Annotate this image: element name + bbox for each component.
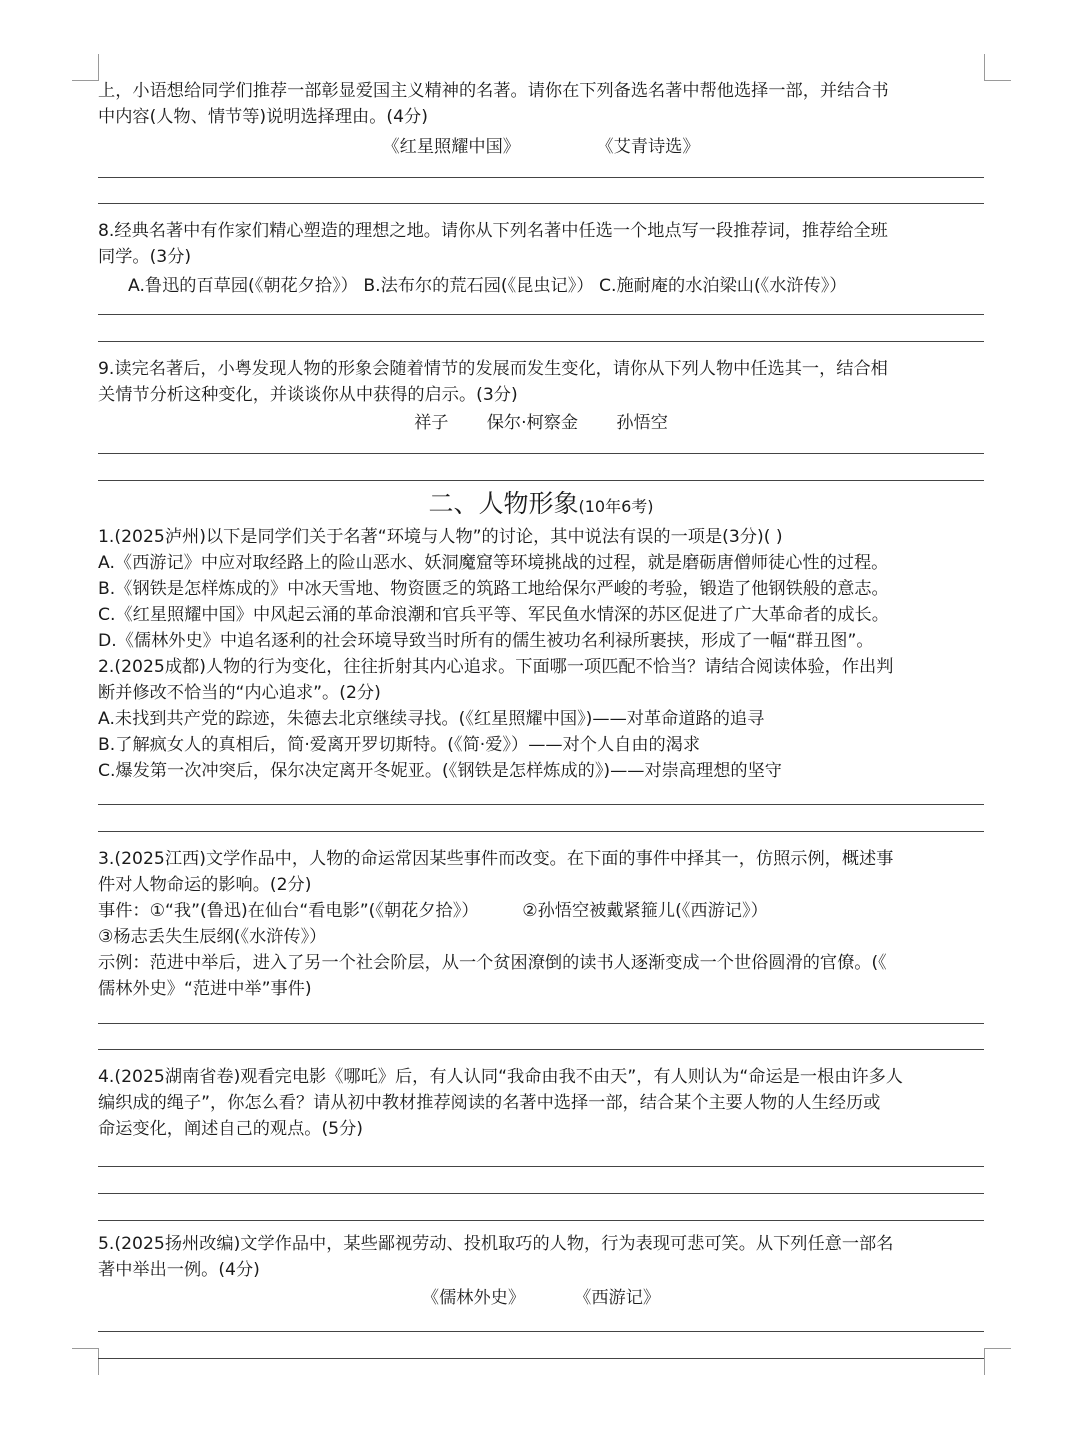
choice-a: A.未找到共产党的踪迹，朱德去北京继续寻找。(《红星照耀中国》)——对革命道路的追寻 [98, 709, 765, 729]
worksheet-page [98, 78, 984, 1359]
answer-line[interactable] [98, 1331, 984, 1332]
question-text: 2.(2025成都)人物的行为变化，往往折射其内心追求。下面哪一项匹配不恰当？请结合阅读体验，作出判 [98, 657, 894, 677]
section-title [98, 487, 984, 524]
book-options: 《红星照耀中国》 《艾青诗选》 [382, 137, 700, 157]
question-text: 3.(2025江西)文学作品中，人物的命运常因某些事件而改变。在下面的事件中择其一，仿照示例，概述事 [98, 849, 894, 869]
question-7 [98, 78, 984, 160]
crop-mark-bottom-left [72, 1348, 99, 1375]
choice-a: A.《西游记》中应对取经路上的险山恶水、妖洞魔窟等环境挑战的过程，就是磨砺唐僧师徒心性的过程。 [98, 553, 889, 573]
question-text: 关情节分析这种变化，并谈谈你从中获得的启示。(3分) [98, 385, 518, 405]
crop-mark-top-left [72, 54, 99, 81]
answer-line[interactable] [98, 804, 984, 805]
choice-b: B.了解疯女人的真相后，简·爱离开罗切斯特。(《简·爱》）——对个人自由的渴求 [98, 735, 701, 755]
answer-line[interactable] [98, 314, 984, 315]
question-text: 编织成的绳子”，你怎么看？请从初中教材推荐阅读的名著中选择一部，结合某个主要人物的人生经历或 [98, 1093, 881, 1113]
section2-question-5 [98, 1231, 984, 1311]
question-text: 件对人物命运的影响。(2分) [98, 875, 312, 895]
book-options: 《儒林外史》 《西游记》 [421, 1288, 661, 1308]
crop-mark-top-right [984, 54, 1011, 81]
example-text: 儒林外史》“范进中举”事件) [98, 979, 312, 999]
answer-line[interactable] [98, 1220, 984, 1221]
event-options: ③杨志丢失生辰纲(《水浒传》） [98, 927, 327, 947]
question-text: 著中举出一例。(4分) [98, 1260, 260, 1280]
answer-line[interactable] [98, 1166, 984, 1167]
choice-d: D.《儒林外史》中追名逐利的社会环境导致当时所有的儒生被功名利禄所裹挟，形成了一幅“群丑图”。 [98, 631, 874, 651]
question-9 [98, 356, 984, 436]
answer-line[interactable] [98, 341, 984, 342]
question-text: 同学。(3分) [98, 247, 192, 267]
section2-question-4 [98, 1064, 984, 1142]
answer-line[interactable] [98, 1023, 984, 1024]
answer-line[interactable] [98, 480, 984, 481]
section2-question-3 [98, 846, 984, 1002]
place-options: A.鲁迅的百草园(《朝花夕拾》） B.法布尔的荒石园(《昆虫记》） C.施耐庵的水泊梁山(《水浒传》） [128, 276, 847, 296]
question-text: 4.(2025湖南省卷)观看完电影《哪吒》后，有人认同“我命由我不由天”，有人则认为“命运是一根由许多人 [98, 1067, 903, 1087]
section2-question-1 [98, 524, 984, 654]
question-text: 8.经典名著中有作家们精心塑造的理想之地。请你从下列名著中任选一个地点写一段推荐词，推荐给全班 [98, 221, 888, 241]
choice-b: B.《钢铁是怎样炼成的》中冰天雪地、物资匮乏的筑路工地给保尔严峻的考验，锻造了他钢铁般的意志。 [98, 579, 889, 599]
section-title-text: 二、人物形象 [428, 489, 579, 518]
question-text: 1.(2025泸州)以下是同学们关于名著“环境与人物”的讨论，其中说法有误的一项是(3分)( ) [98, 527, 783, 547]
event-options: 事件：①“我”(鲁迅)在仙台“看电影”(《朝花夕拾》） ②孙悟空被戴紧箍儿(《西游记》） [98, 901, 768, 921]
question-text: 9.读完名著后，小粤发现人物的形象会随着情节的发展而发生变化，请你从下列人物中任选其一，结合相 [98, 359, 888, 379]
answer-line[interactable] [98, 831, 984, 832]
crop-mark-bottom-right [984, 1348, 1011, 1375]
character-options: 祥子 保尔·柯察金 孙悟空 [414, 413, 668, 433]
answer-line[interactable] [98, 453, 984, 454]
question-text: 5.(2025扬州改编)文学作品中，某些鄙视劳动、投机取巧的人物，行为表现可悲可笑。从下列任意一部名 [98, 1234, 894, 1254]
question-text: 断并修改不恰当的“内心追求”。(2分) [98, 683, 381, 703]
question-8 [98, 218, 984, 299]
answer-line[interactable] [98, 177, 984, 178]
question-text: 中内容(人物、情节等)说明选择理由。(4分) [98, 107, 428, 127]
choice-c: C.《红星照耀中国》中风起云涌的革命浪潮和官兵平等、军民鱼水情深的苏区促进了广大革命者的成长。 [98, 605, 889, 625]
choice-c: C.爆发第一次冲突后，保尔决定离开冬妮亚。(《钢铁是怎样炼成的》)——对崇高理想的坚守 [98, 761, 782, 781]
section2-question-2 [98, 654, 984, 784]
question-text: 命运变化，阐述自己的观点。(5分) [98, 1119, 363, 1139]
answer-line[interactable] [98, 203, 984, 204]
section-subtitle: (10年6考) [578, 497, 654, 516]
answer-line[interactable] [98, 1358, 984, 1359]
answer-line[interactable] [98, 1049, 984, 1050]
example-text: 示例：范进中举后，进入了另一个社会阶层，从一个贫困潦倒的读书人逐渐变成一个世俗圆滑的官僚。(《 [98, 953, 887, 973]
question-text: 上，小语想给同学们推荐一部彰显爱国主义精神的名著。请你在下列备选名著中帮他选择一部，并结合书 [98, 81, 889, 101]
answer-line[interactable] [98, 1193, 984, 1194]
